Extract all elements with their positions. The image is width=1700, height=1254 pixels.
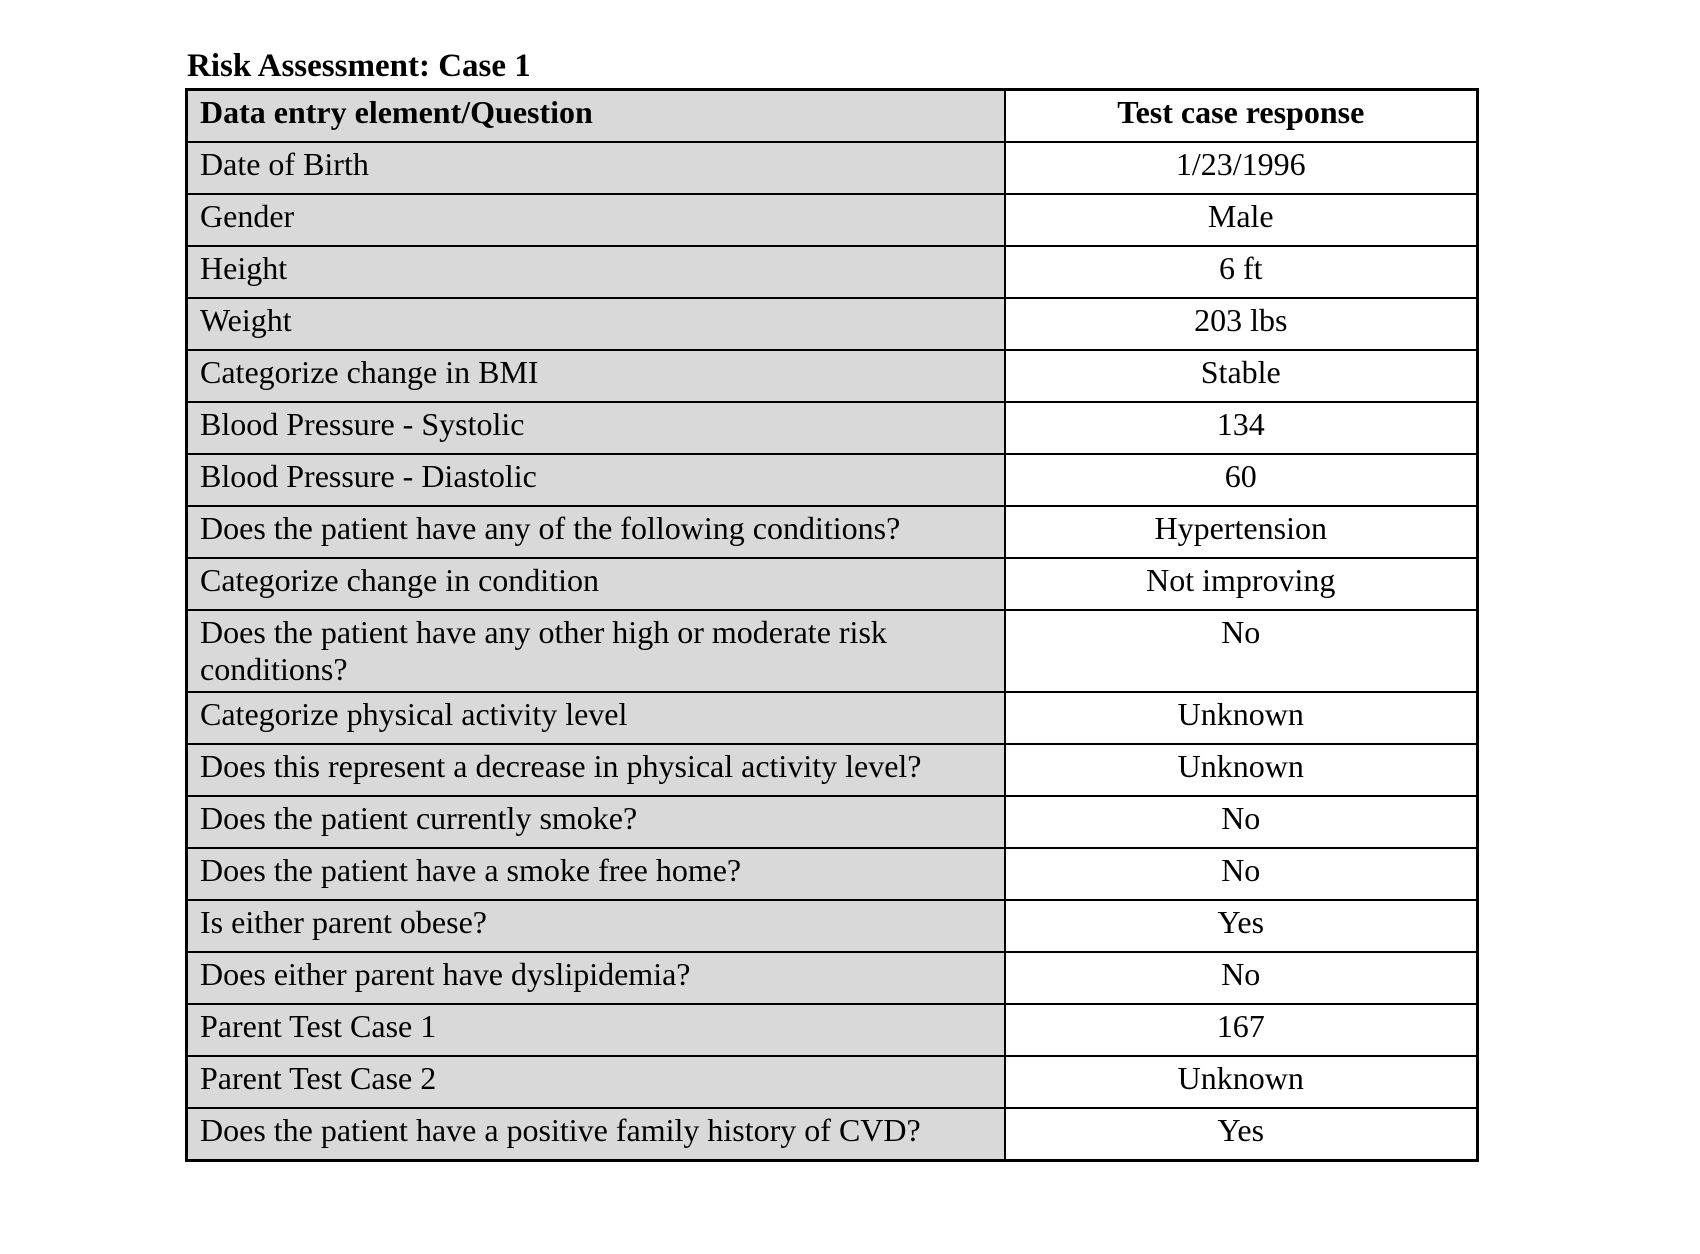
table-body [187, 142, 1478, 1161]
response-cell: 1/23/1996 [1005, 142, 1478, 194]
table-row [187, 298, 1478, 350]
response-cell: Stable [1005, 350, 1478, 402]
question-cell: Parent Test Case 2 [187, 1056, 1005, 1108]
table-row [187, 350, 1478, 402]
question-cell: Categorize change in condition [187, 558, 1005, 610]
table-row [187, 194, 1478, 246]
question-cell: Does either parent have dyslipidemia? [187, 952, 1005, 1004]
table-row [187, 900, 1478, 952]
risk-assessment-table [185, 88, 1479, 1162]
table-row [187, 952, 1478, 1004]
question-cell: Does this represent a decrease in physical activity level? [187, 744, 1005, 796]
question-cell: Date of Birth [187, 142, 1005, 194]
table-row [187, 796, 1478, 848]
table-row [187, 610, 1478, 692]
response-cell: Unknown [1005, 692, 1478, 744]
question-cell: Parent Test Case 1 [187, 1004, 1005, 1056]
response-cell: Yes [1005, 1108, 1478, 1161]
response-cell: Hypertension [1005, 506, 1478, 558]
table-row [187, 692, 1478, 744]
header-row [187, 90, 1478, 143]
question-cell: Categorize physical activity level [187, 692, 1005, 744]
header-question-column: Data entry element/Question [187, 90, 1005, 143]
response-cell: Unknown [1005, 1056, 1478, 1108]
table-header [187, 90, 1478, 143]
question-cell: Weight [187, 298, 1005, 350]
response-cell: 167 [1005, 1004, 1478, 1056]
table-row [187, 402, 1478, 454]
table-row [187, 744, 1478, 796]
question-cell: Does the patient currently smoke? [187, 796, 1005, 848]
page-title: Risk Assessment: Case 1 [187, 48, 531, 84]
question-cell: Does the patient have a positive family history of CVD? [187, 1108, 1005, 1161]
response-cell: Yes [1005, 900, 1478, 952]
table-row [187, 1108, 1478, 1161]
response-cell: No [1005, 952, 1478, 1004]
question-cell: Gender [187, 194, 1005, 246]
table-row [187, 454, 1478, 506]
response-cell: 134 [1005, 402, 1478, 454]
response-cell: No [1005, 848, 1478, 900]
response-cell: Unknown [1005, 744, 1478, 796]
header-response-column: Test case response [1005, 90, 1478, 143]
question-cell: Is either parent obese? [187, 900, 1005, 952]
question-cell: Does the patient have any other high or moderate risk conditions? [187, 610, 1005, 692]
table-row [187, 142, 1478, 194]
table-row [187, 506, 1478, 558]
response-cell: No [1005, 610, 1478, 692]
table-row [187, 848, 1478, 900]
response-cell: Male [1005, 194, 1478, 246]
response-cell: 6 ft [1005, 246, 1478, 298]
table-row [187, 1004, 1478, 1056]
question-cell: Blood Pressure - Systolic [187, 402, 1005, 454]
response-cell: 60 [1005, 454, 1478, 506]
question-cell: Does the patient have any of the following conditions? [187, 506, 1005, 558]
response-cell: No [1005, 796, 1478, 848]
table-row [187, 246, 1478, 298]
question-cell: Does the patient have a smoke free home? [187, 848, 1005, 900]
question-cell: Blood Pressure - Diastolic [187, 454, 1005, 506]
question-cell: Height [187, 246, 1005, 298]
response-cell: Not improving [1005, 558, 1478, 610]
table-row [187, 558, 1478, 610]
document-content [185, 48, 1479, 1162]
question-cell: Categorize change in BMI [187, 350, 1005, 402]
table-row [187, 1056, 1478, 1108]
response-cell: 203 lbs [1005, 298, 1478, 350]
